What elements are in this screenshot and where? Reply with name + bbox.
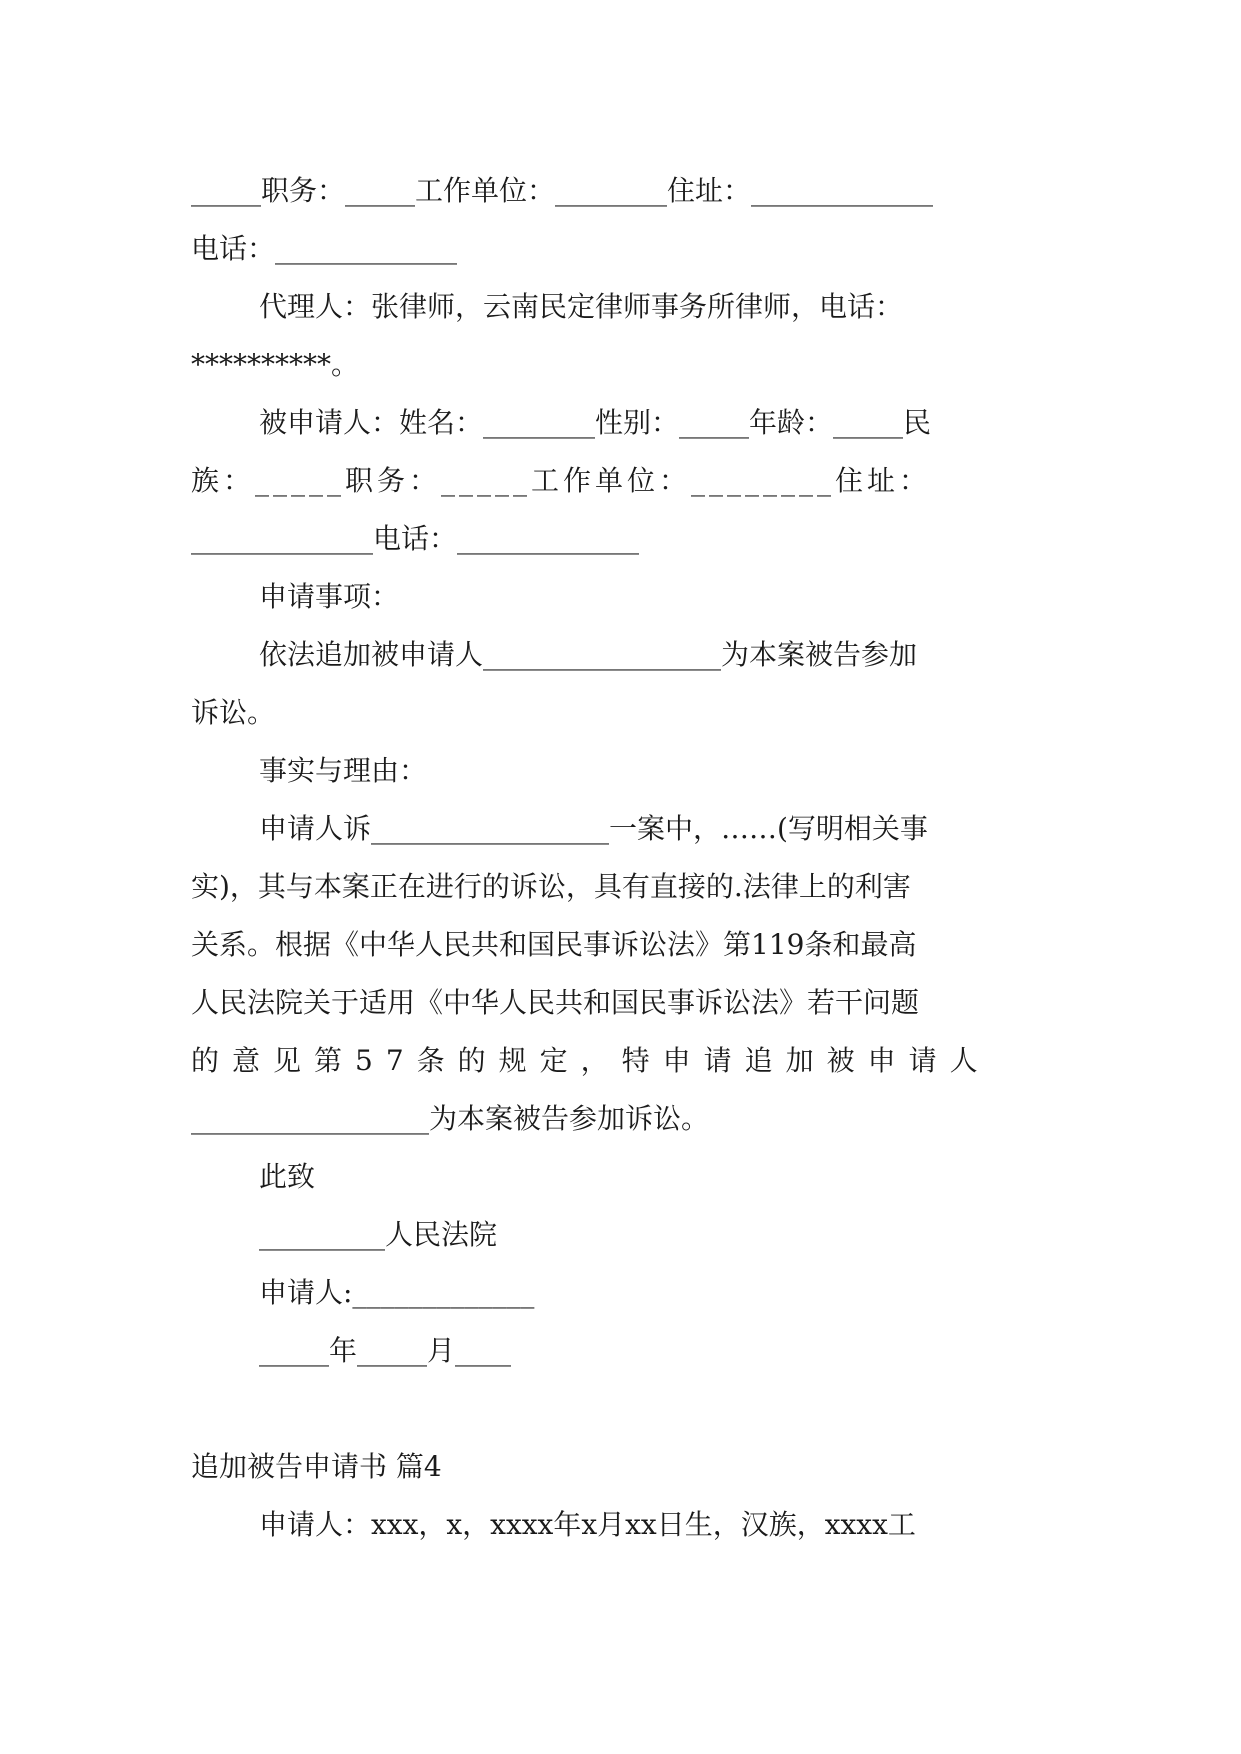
- spacer: [191, 1380, 1057, 1438]
- text-line: 的意见第57条的规定，特申请追加被申请人: [191, 1044, 991, 1077]
- text-line: 代理人：张律师，云南民定律师事务所律师，电话：: [259, 290, 904, 323]
- addressee: _________人民法院: [259, 1218, 498, 1251]
- text-line: 依法追加被申请人_________________为本案被告参加: [259, 638, 918, 671]
- text-line: 关系。根据《中华人民共和国民事诉讼法》第119条和最高: [191, 928, 917, 961]
- text-line: 族：_____职务：_____工作单位：________住址：: [191, 464, 932, 497]
- section-heading: 申请事项：: [259, 580, 400, 613]
- text-line: 人民法院关于适用《中华人民共和国民事诉讼法》若干问题: [191, 986, 920, 1019]
- text-line: **********。: [191, 348, 360, 381]
- text-line: 申请人诉_________________一案中，……(写明相关事: [259, 812, 928, 845]
- text-line: 诉讼。: [191, 696, 276, 729]
- text-line: _____职务：_____工作单位：________住址：_____________: [191, 174, 934, 207]
- signature-line: 申请人:_____________: [259, 1276, 535, 1309]
- text-line: 电话：_____________: [191, 232, 458, 265]
- date-line: _____年_____月____: [259, 1334, 512, 1367]
- text-line: 被申请人：姓名：________性别：_____年龄：_____民: [259, 406, 932, 439]
- text-line: _________________为本案被告参加诉讼。: [191, 1102, 710, 1135]
- text-line: _____________电话：_____________: [191, 522, 640, 555]
- section-title: 追加被告申请书 篇4: [191, 1450, 442, 1483]
- section-heading: 事实与理由：: [259, 754, 428, 787]
- salutation: 此致: [259, 1160, 316, 1193]
- text-line: 实)，其与本案正在进行的诉讼，具有直接的.法律上的利害: [191, 870, 911, 903]
- document-page: [191, 162, 1057, 1554]
- text-line: 申请人：xxx，x，xxxx年x月xx日生，汉族，xxxx工: [259, 1508, 916, 1541]
